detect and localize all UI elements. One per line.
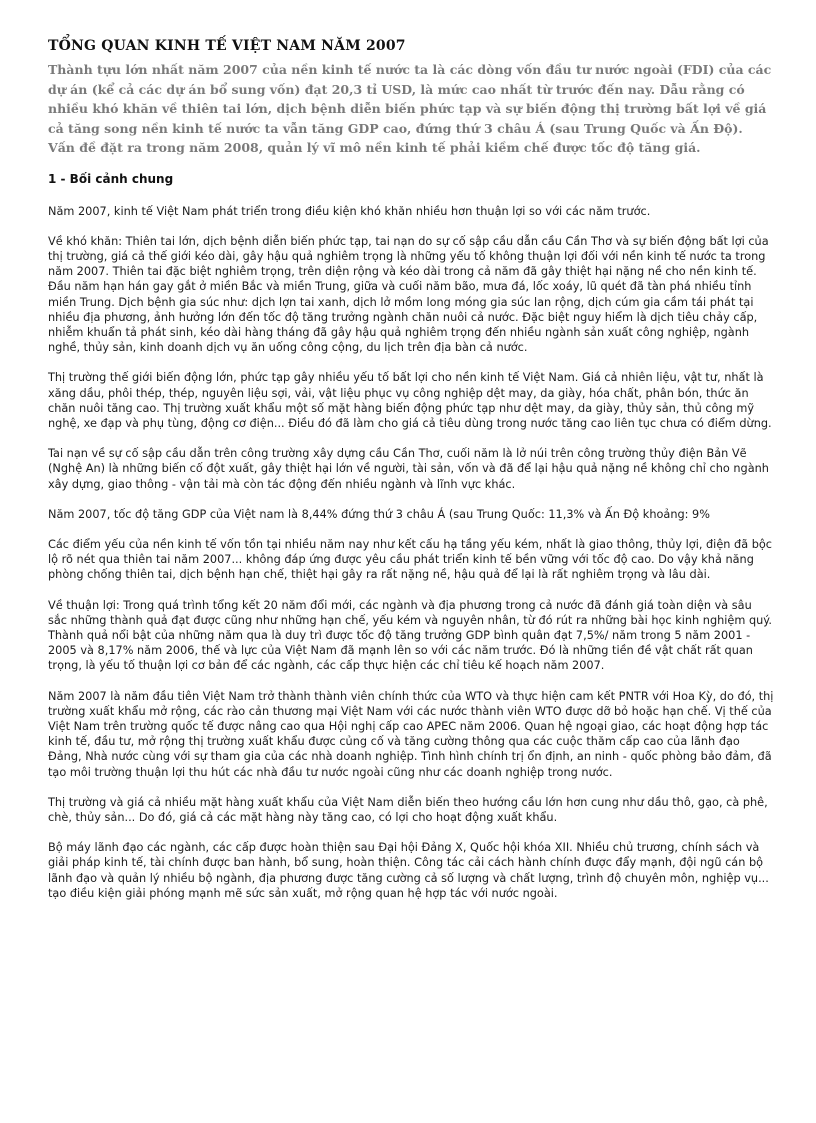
lead-summary: Thành tựu lớn nhất năm 2007 của nền kinh tế nước ta là các dòng vốn đầu tư nước ngoài (FDI) của các dự án (kể cả các dự án bổ sung vốn) đạt 20,3 tỉ USD, là mức cao nhất từ trước đến nay. Dẫu rằng có nhiều khó khăn về thiên tai lớn, dịch bệnh diễn biến phức tạp và sự biến động thị trường bất lợi về giá cả tăng song nền kinh tế nước ta vẫn tăng GDP cao, đứng thứ 3 châu Á (sau Trung Quốc và Ấn Độ). Vấn đề đặt ra trong năm 2008, quản lý vĩ mô nền kinh tế phải kiềm chế được tốc độ tăng giá. [48, 62, 772, 155]
page-title: TỔNG QUAN KINH TẾ VIỆT NAM NĂM 2007 [48, 38, 406, 54]
section-heading: 1 - Bối cảnh chung [48, 171, 174, 186]
paragraph: Các điểm yếu của nền kinh tế vốn tồn tại nhiều năm nay như kết cấu hạ tầng yếu kém, nhất là giao thông, thủy lợi, điện đã bộc lộ rõ nét qua thiên tai năm 2007... không đáp ứng được yêu cầu phát triển kinh tế bền vững với tốc độ cao. Do vậy khả năng phòng chống thiên tai, dịch bệnh hạn chế, thiệt hại gây ra rất nặng nề, hậu quả để lại là rất nghiêm trọng và lâu dài. [48, 537, 773, 582]
paragraph: Thị trường thế giới biến động lớn, phức tạp gây nhiều yếu tố bất lợi cho nền kinh tế Việt Nam. Giá cả nhiên liệu, vật tư, nhất là xăng dầu, phôi thép, thép, nguyên liệu sợi, vải, vật liệu phục vụ công nghiệp dệt may, da giày, hóa chất, phân bón, thức ăn chăn nuôi tăng cao. Thị trường xuất khẩu một số mặt hàng biến động phức tạp như dệt may, da giày, thủy sản, thủ công mỹ nghệ, xe đạp và phụ tùng, động cơ điện... Điều đó đã làm cho giá cả tiêu dùng trong nước tăng cao liên tục chưa có điểm dừng. [48, 371, 772, 430]
document-page [48, 38, 774, 916]
paragraph: Về khó khăn: Thiên tai lớn, dịch bệnh diễn biến phức tạp, tai nạn do sự cố sập cầu dẫn cầu Cần Thơ và sự biến động bất lợi của thị trường, giá cả thế giới kéo dài, gây hậu quả nghiêm trọng là những yếu tố không thuận lợi đối với nền kinh tế nước ta trong năm 2007. Thiên tai đặc biệt nghiêm trọng, trên diện rộng và kéo dài trong cả năm đã gây thiệt hại nặng nề cho nền kinh tế. Đầu năm hạn hán gay gắt ở miền Bắc và miền Trung, giữa và cuối năm bão, mưa đá, lốc xoáy, lũ quét đã tàn phá nhiều tỉnh miền Trung. Dịch bệnh gia súc như: dịch lợn tai xanh, dịch lở mồm long móng gia súc lan rộng, dịch cúm gia cầm tái phát tại nhiều địa phương, ảnh hưởng lớn đến tốc độ tăng trưởng ngành chăn nuôi cả nước. Đặc biệt nguy hiểm là dịch tiêu chảy cấp, nhiễm khuẩn tả phát sinh, kéo dài hàng tháng đã gây hậu quả nghiêm trọng đến nhiều ngành sản xuất công nghiệp, ngành nghề, thủy sản, kinh doanh dịch vụ ăn uống công cộng, du lịch trên địa bàn cả nước. [48, 234, 769, 355]
paragraph: Bộ máy lãnh đạo các ngành, các cấp được hoàn thiện sau Đại hội Đảng X, Quốc hội khóa XII. Nhiều chủ trương, chính sách và giải pháp kinh tế, tài chính được ban hành, bổ sung, hoàn thiện. Công tác cải cách hành chính được đẩy mạnh, đội ngũ cán bộ lãnh đạo và quản lý nhiều bộ ngành, địa phương được tăng cường cả số lượng và chất lượng, trình độ chuyên môn, nghiệp vụ... tạo điều kiện giải phóng mạnh mẽ sức sản xuất, mở rộng quan hệ hợp tác với nước ngoài. [48, 841, 769, 900]
paragraph: Năm 2007 là năm đầu tiên Việt Nam trở thành thành viên chính thức của WTO và thực hiện cam kết PNTR với Hoa Kỳ, do đó, thị trường xuất khẩu mở rộng, các rào cản thương mại Việt Nam với các nước thành viên WTO được dỡ bỏ hoặc hạn chế. Vị thế của Việt Nam trên trường quốc tế được nâng cao qua Hội nghị cấp cao APEC năm 2006. Quan hệ ngoại giao, các hoạt động hợp tác kinh tế, đầu tư, mở rộng thị trường xuất khẩu được củng cố và tăng cường thông qua các cuộc thăm cấp cao của lãnh đạo Đảng, Nhà nước cùng với sự tham gia của các nhà doanh nghiệp. Tình hình chính trị ổn định, an ninh - quốc phòng bảo đảm, đã tạo môi trường thuận lợi thu hút các nhà đầu tư nước ngoài cũng như các doanh nghiệp trong nước. [48, 689, 774, 779]
paragraph: Năm 2007, kinh tế Việt Nam phát triển trong điều kiện khó khăn nhiều hơn thuận lợi so với các năm trước. [48, 204, 651, 218]
paragraph: Tai nạn về sự cố sập cầu dẫn trên công trường xây dựng cầu Cần Thơ, cuối năm là lở núi trên công trường thủy điện Bản Vẽ (Nghệ An) là những biến cố đột xuất, gây thiệt hại lớn về người, tài sản, vốn và đã để lại hậu quả nặng nề không chỉ cho ngành xây dựng, giao thông - vận tải mà còn tác động đến nhiều ngành và lĩnh vực khác. [48, 447, 769, 491]
paragraph: Về thuận lợi: Trong quá trình tổng kết 20 năm đổi mới, các ngành và địa phương trong cả nước đã đánh giá toàn diện và sâu sắc những thành quả đạt được cũng như những hạn chế, yếu kém và nguyên nhân, từ đó rút ra những bài học kinh nghiệm quý. Thành quả nổi bật của những năm qua là duy trì được tốc độ tăng trưởng GDP bình quân đạt 7,5%/ năm trong 5 năm 2001 - 2005 và 8,17% năm 2006, thế và lực của Việt Nam đã mạnh lên so với các năm trước. Đó là những tiền đề vật chất rất quan trọng, là yếu tố thuận lợi cơ bản để các ngành, các cấp thực hiện các chỉ tiêu kế hoạch năm 2007. [48, 598, 772, 673]
paragraph: Năm 2007, tốc độ tăng GDP của Việt nam là 8,44% đứng thứ 3 châu Á (sau Trung Quốc: 11,3% và Ấn Độ khoảng: 9% [48, 507, 710, 521]
paragraph: Thị trường và giá cả nhiều mặt hàng xuất khẩu của Việt Nam diễn biến theo hướng cầu lớn hơn cung như dầu thô, gạo, cà phê, chè, thủy sản... Do đó, giá cả các mặt hàng này tăng cao, có lợi cho hoạt động xuất khẩu. [48, 795, 768, 824]
